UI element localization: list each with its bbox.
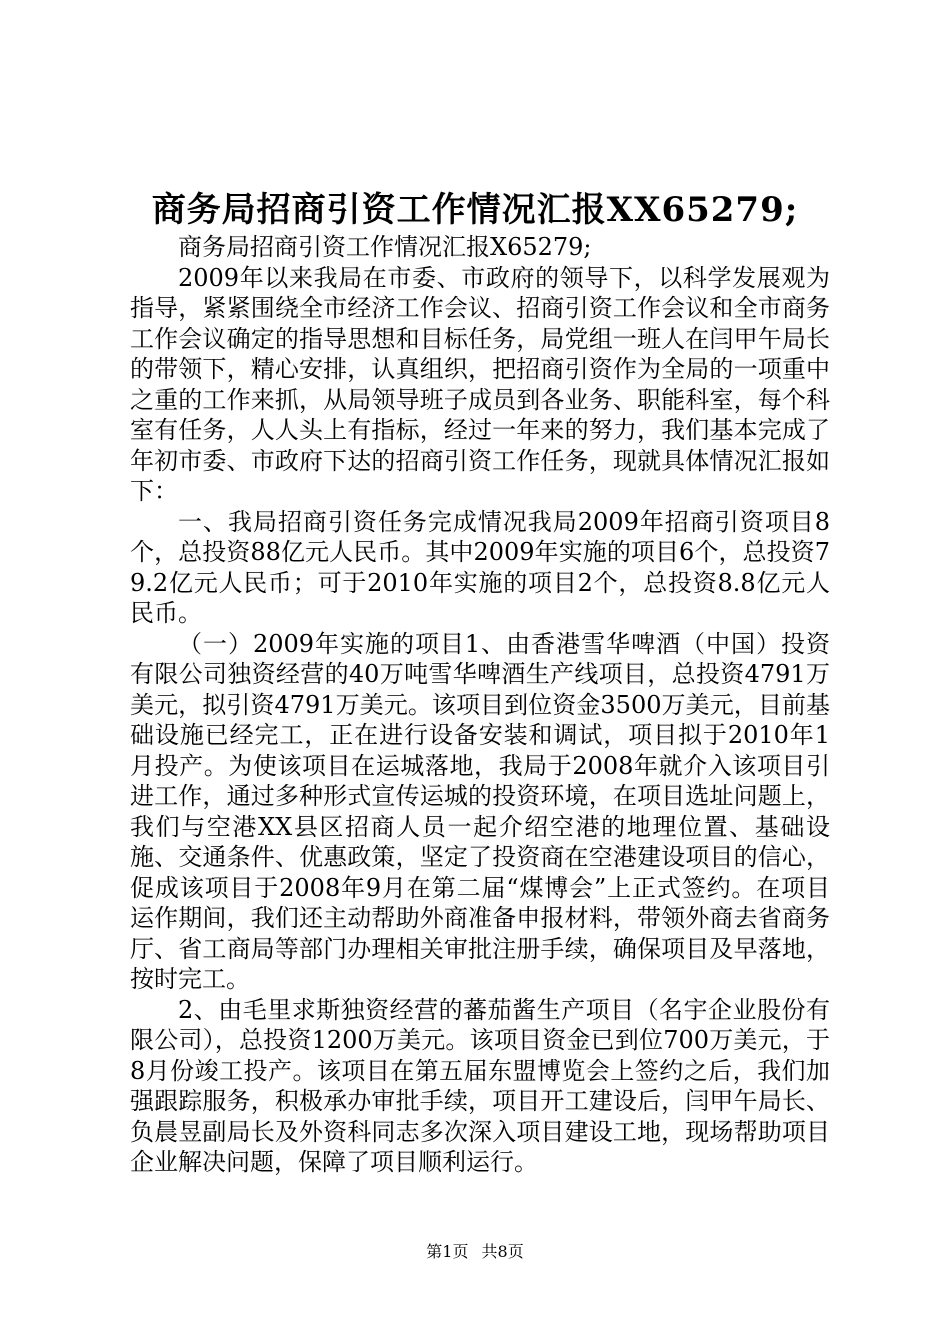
- page-number-total: 共8页: [481, 1242, 524, 1261]
- paragraph-project-one: （一）2009年实施的项目1、由香港雪华啤酒（中国）投资有限公司独资经营的40万吨雪华啤酒生产线项目，总投资4791万美元，拟引资4791万美元。该项目到位资金3500万美元，目前基础设施已经完工，正在进行设备安装和调试，项目拟于2010年1月投产。为使该项目在运城落地，我局于2008年就介入该项目引进工作，通过多种形式宣传运城的投资环境，在项目选址问题上，我们与空港XX县区招商人员一起介绍空港的地理位置、基础设施、交通条件、优惠政策，坚定了投资商在空港建设项目的信心，促成该项目于2008年9月在第二届“煤博会”上正式签约。在项目运作期间，我们还主动帮助外商准备申报材料，带领外商去省商务厅、省工商局等部门办理相关审批注册手续，确保项目及早落地，按时完工。: [130, 629, 830, 993]
- paragraph-section-one: 一、我局招商引资任务完成情况我局2009年招商引资项目8个，总投资88亿元人民币。其中2009年实施的项目6个，总投资79.2亿元人民币；可于2010年实施的项目2个，总投资8.8亿元人民币。: [130, 507, 830, 627]
- document-title: 商务局招商引资工作情况汇报XX65279;: [151, 190, 799, 230]
- page-footer: [0, 1240, 950, 1264]
- paragraph-project-two: 2、由毛里求斯独资经营的蕃茄酱生产项目（名宇企业股份有限公司），总投资1200万美元。该项目资金已到位700万美元，于8月份竣工投产。该项目在第五届东盟博览会上签约之后，我们加强跟踪服务，积极承办审批手续，项目开工建设后，闫甲午局长、负晨昱副局长及外资科同志多次深入项目建设工地，现场帮助项目企业解决问题，保障了项目顺利运行。: [130, 995, 830, 1176]
- paragraph-subtitle: 商务局招商引资工作情况汇报X65279;: [178, 233, 592, 261]
- paragraph-intro: 2009年以来我局在市委、市政府的领导下，以科学发展观为指导，紧紧围绕全市经济工作会议、招商引资工作会议和全市商务工作会议确定的指导思想和目标任务，局党组一班人在闫甲午局长的带领下，精心安排，认真组织，把招商引资作为全局的一项重中之重的工作来抓，从局领导班子成员到各业务、职能科室，每个科室有任务，人人头上有指标，经过一年来的努力，我们基本完成了年初市委、市政府下达的招商引资工作任务，现就具体情况汇报如下：: [130, 263, 830, 505]
- page-number-current: 第1页: [426, 1242, 469, 1261]
- document-body: [130, 232, 830, 1178]
